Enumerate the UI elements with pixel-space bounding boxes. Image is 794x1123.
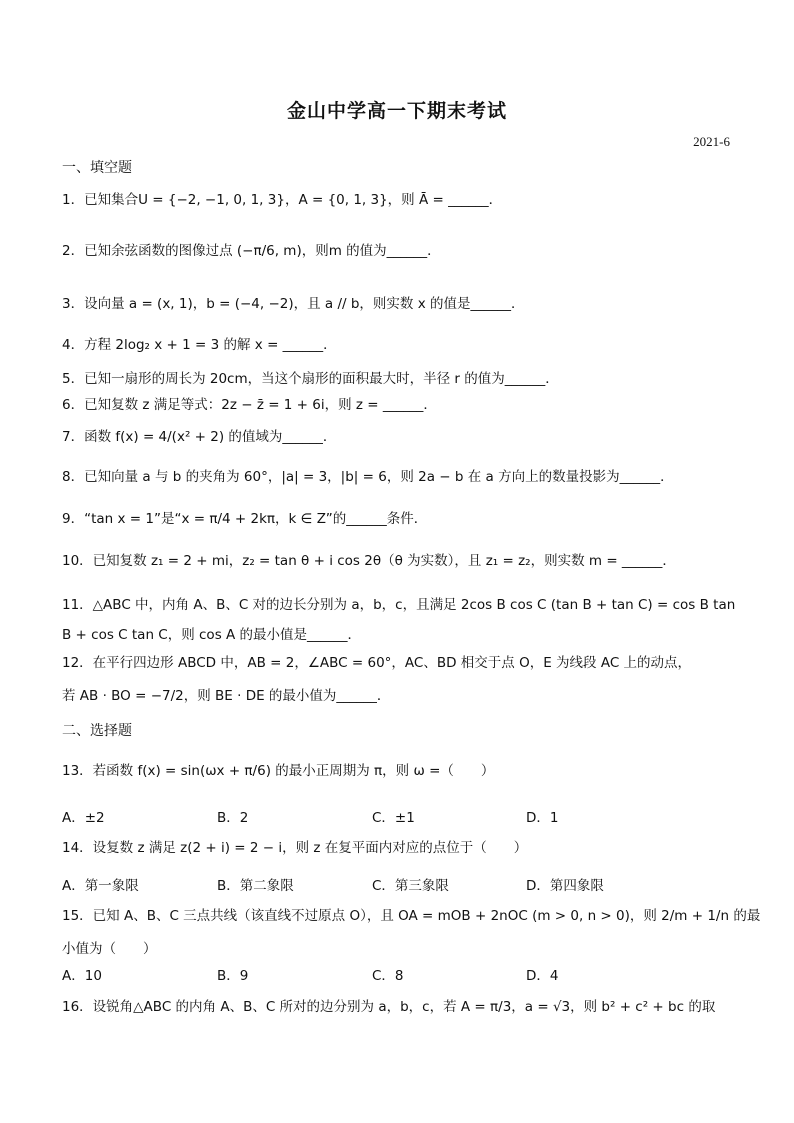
- question-12-line2: 若 AB · BO = −7/2，则 BE · DE 的最小值为______．: [62, 688, 391, 704]
- question-14: 14．设复数 z 满足 z(2 + i) = 2 − i，则 z 在复平面内对应的点位于（ ）: [62, 840, 528, 856]
- question-7: 7．函数 f(x) = 4/(x² + 2) 的值域为______．: [62, 429, 337, 445]
- options-15: [62, 964, 736, 984]
- question-16: 16．设锐角△ABC 的内角 A、B、C 所对的边分别为 a，b，c，若 A = π/3，a = √3，则 b² + c² + bc 的取: [62, 999, 716, 1015]
- question-13: 13．若函数 f(x) = sin(ωx + π/6) 的最小正周期为 π，则 ω =（ ）: [62, 763, 495, 779]
- question-9: 9．“tan x = 1”是“x = π/4 + 2kπ，k ∈ Z”的______条件．: [62, 511, 428, 527]
- question-10: 10．已知复数 z₁ = 2 + mi，z₂ = tan θ + i cos 2θ（θ 为实数），且 z₁ = z₂，则实数 m = ______．: [62, 553, 676, 569]
- options-14: [62, 874, 736, 894]
- option-b: B．第二象限: [217, 878, 294, 894]
- exam-title: 金山中学高一下期末考试: [286, 100, 507, 122]
- question-15-line2: 小值为（ ）: [62, 941, 157, 957]
- option-b: B．9: [217, 968, 249, 984]
- option-c: C．第三象限: [372, 878, 449, 894]
- question-12-line1: 12．在平行四边形 ABCD 中，AB = 2，∠ABC = 60°，AC、BD 相交于点 O，E 为线段 AC 上的动点，: [62, 655, 692, 671]
- question-1: 1．已知集合U = {−2, −1, 0, 1, 3}，A = {0, 1, 3}，则 Ā = ______．: [62, 192, 503, 208]
- option-a: A．10: [62, 968, 102, 984]
- section-choice: 二、选择题: [62, 723, 132, 739]
- question-8: 8．已知向量 a 与 b 的夹角为 60°，|a| = 3，|b| = 6，则 2a − b 在 a 方向上的数量投影为______．: [62, 469, 674, 485]
- option-c: C．8: [372, 968, 404, 984]
- options-13: [62, 806, 736, 826]
- option-a: A．第一象限: [62, 878, 139, 894]
- option-a: A．±2: [62, 810, 105, 826]
- question-4: 4．方程 2log₂ x + 1 = 3 的解 x = ______．: [62, 337, 337, 353]
- option-d: D．第四象限: [526, 878, 604, 894]
- question-3: 3．设向量 a = (x, 1)，b = (−4, −2)，且 a // b，则实数 x 的值是______．: [62, 296, 525, 312]
- section-fill-in: 一、填空题: [62, 160, 132, 176]
- option-d: D．1: [526, 810, 559, 826]
- question-15-line1: 15．已知 A、B、C 三点共线（该直线不过原点 O），且 OA = mOB + 2nOC (m > 0, n > 0)，则 2/m + 1/n 的最: [62, 908, 761, 924]
- exam-date: 2021-6: [693, 134, 730, 149]
- option-d: D．4: [526, 968, 559, 984]
- question-11: 11．△ABC 中，内角 A、B、C 对的边长分别为 a，b，c，且满足 2cos B cos C (tan B + tan C) = cos B tan B + cos C tan C，则 cos A 的最小值是______．: [62, 597, 736, 643]
- option-b: B．2: [217, 810, 249, 826]
- question-2: 2．已知余弦函数的图像过点 (−π/6, m)，则m 的值为______．: [62, 243, 441, 259]
- question-6: 6．已知复数 z 满足等式：2z − z̄ = 1 + 6i，则 z = ______．: [62, 397, 437, 413]
- question-5: 5．已知一扇形的周长为 20cm，当这个扇形的面积最大时，半径 r 的值为______．: [62, 371, 559, 387]
- option-c: C．±1: [372, 810, 415, 826]
